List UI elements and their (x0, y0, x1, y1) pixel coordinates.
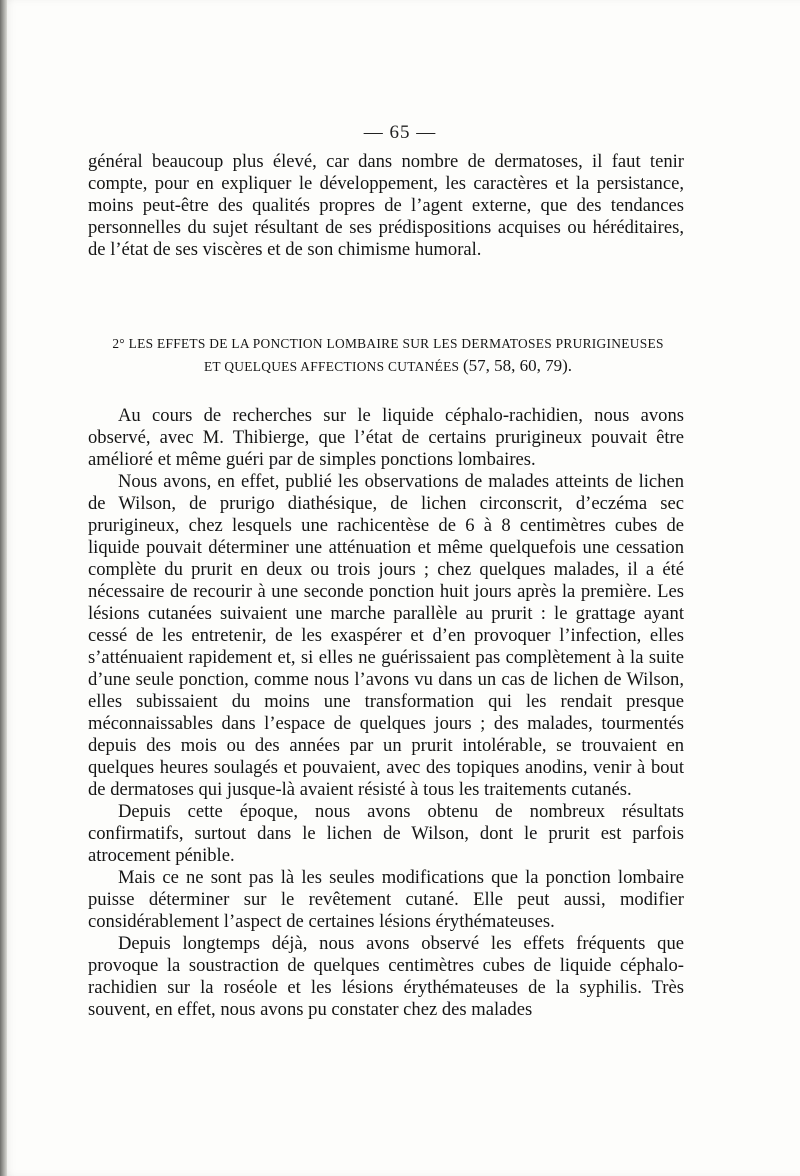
paragraph: Mais ce ne sont pas là les seules modifications que la ponction lombaire puisse déterminer sur le revêtement cutané. Elle peut aussi, modifier considérablement l’aspect de certaines lésions érythémateuses. (88, 867, 684, 932)
opening-paragraph-block (88, 151, 684, 261)
paragraph: Au cours de recherches sur le liquide céphalo-rachidien, nous avons observé, avec M. Thibierge, que l’état de certains prurigineux pouvait être amélioré et même guéri par de simples ponctions lombaires. (88, 405, 684, 470)
section-heading-line-2 (88, 355, 688, 378)
page-number: — 65 — (363, 122, 437, 143)
section-heading (88, 333, 688, 378)
main-text-block (88, 405, 684, 1021)
page-binding-edge (0, 0, 7, 1176)
section-heading-references: (57, 58, 60, 79). (462, 356, 573, 375)
section-heading-line-1: 2° LES EFFETS DE LA PONCTION LOMBAIRE SUR LES DERMATOSES PRURIGINEUSES (112, 336, 664, 351)
paragraph: général beaucoup plus élevé, car dans nombre de dermatoses, il faut tenir compte, pour en expliquer le développement, les caractères et la persistance, moins peut-être des qualités propres de l’agent externe, que des tendances personnelles du sujet résultant de ses prédispositions acquises ou héréditaires, de l’état de ses viscères et de son chimisme humoral. (88, 151, 684, 260)
paragraph: Depuis longtemps déjà, nous avons observé les effets fréquents que provoque la soustraction de quelques centimètres cubes de liquide céphalo-rachidien sur la roséole et les lésions érythémateuses de la syphilis. Très souvent, en effet, nous avons pu constater chez des malades (88, 933, 684, 1020)
paragraph: Nous avons, en effet, publié les observations de malades atteints de lichen de Wilson, de prurigo diathésique, de lichen circonscrit, d’eczéma sec prurigineux, chez lesquels une rachicentèse de 6 à 8 centimètres cubes de liquide pouvait déterminer une atténuation et même quelquefois une cessation complète du prurit en deux ou trois jours ; chez quelques malades, il a été nécessaire de recourir à une seconde ponction huit jours après la première. Les lésions cutanées suivaient une marche parallèle au prurit : le grattage ayant cessé de les entretenir, de les exaspérer et d’en provoquer l’infection, elles s’atténuaient rapidement et, si elles ne guérissaient pas complètement à la suite d’une seule ponction, comme nous l’avons vu dans un cas de lichen de Wilson, elles subissaient du moins une transformation qui les rendait presque méconnaissables dans l’espace de quelques jours ; des malades, tourmentés depuis des mois ou des années par un prurit intolérable, se trouvaient en quelques heures soulagés et pouvaient, avec des topiques anodins, venir à bout de dermatoses qui jusque-là avaient résisté à tous les traitements cutanés. (88, 471, 684, 800)
paragraph: Depuis cette époque, nous avons obtenu de nombreux résultats confirmatifs, surtout dans le lichen de Wilson, dont le prurit est parfois atrocement pénible. (88, 801, 684, 866)
section-heading-line-2-text: ET QUELQUES AFFECTIONS CUTANÉES (203, 359, 460, 374)
